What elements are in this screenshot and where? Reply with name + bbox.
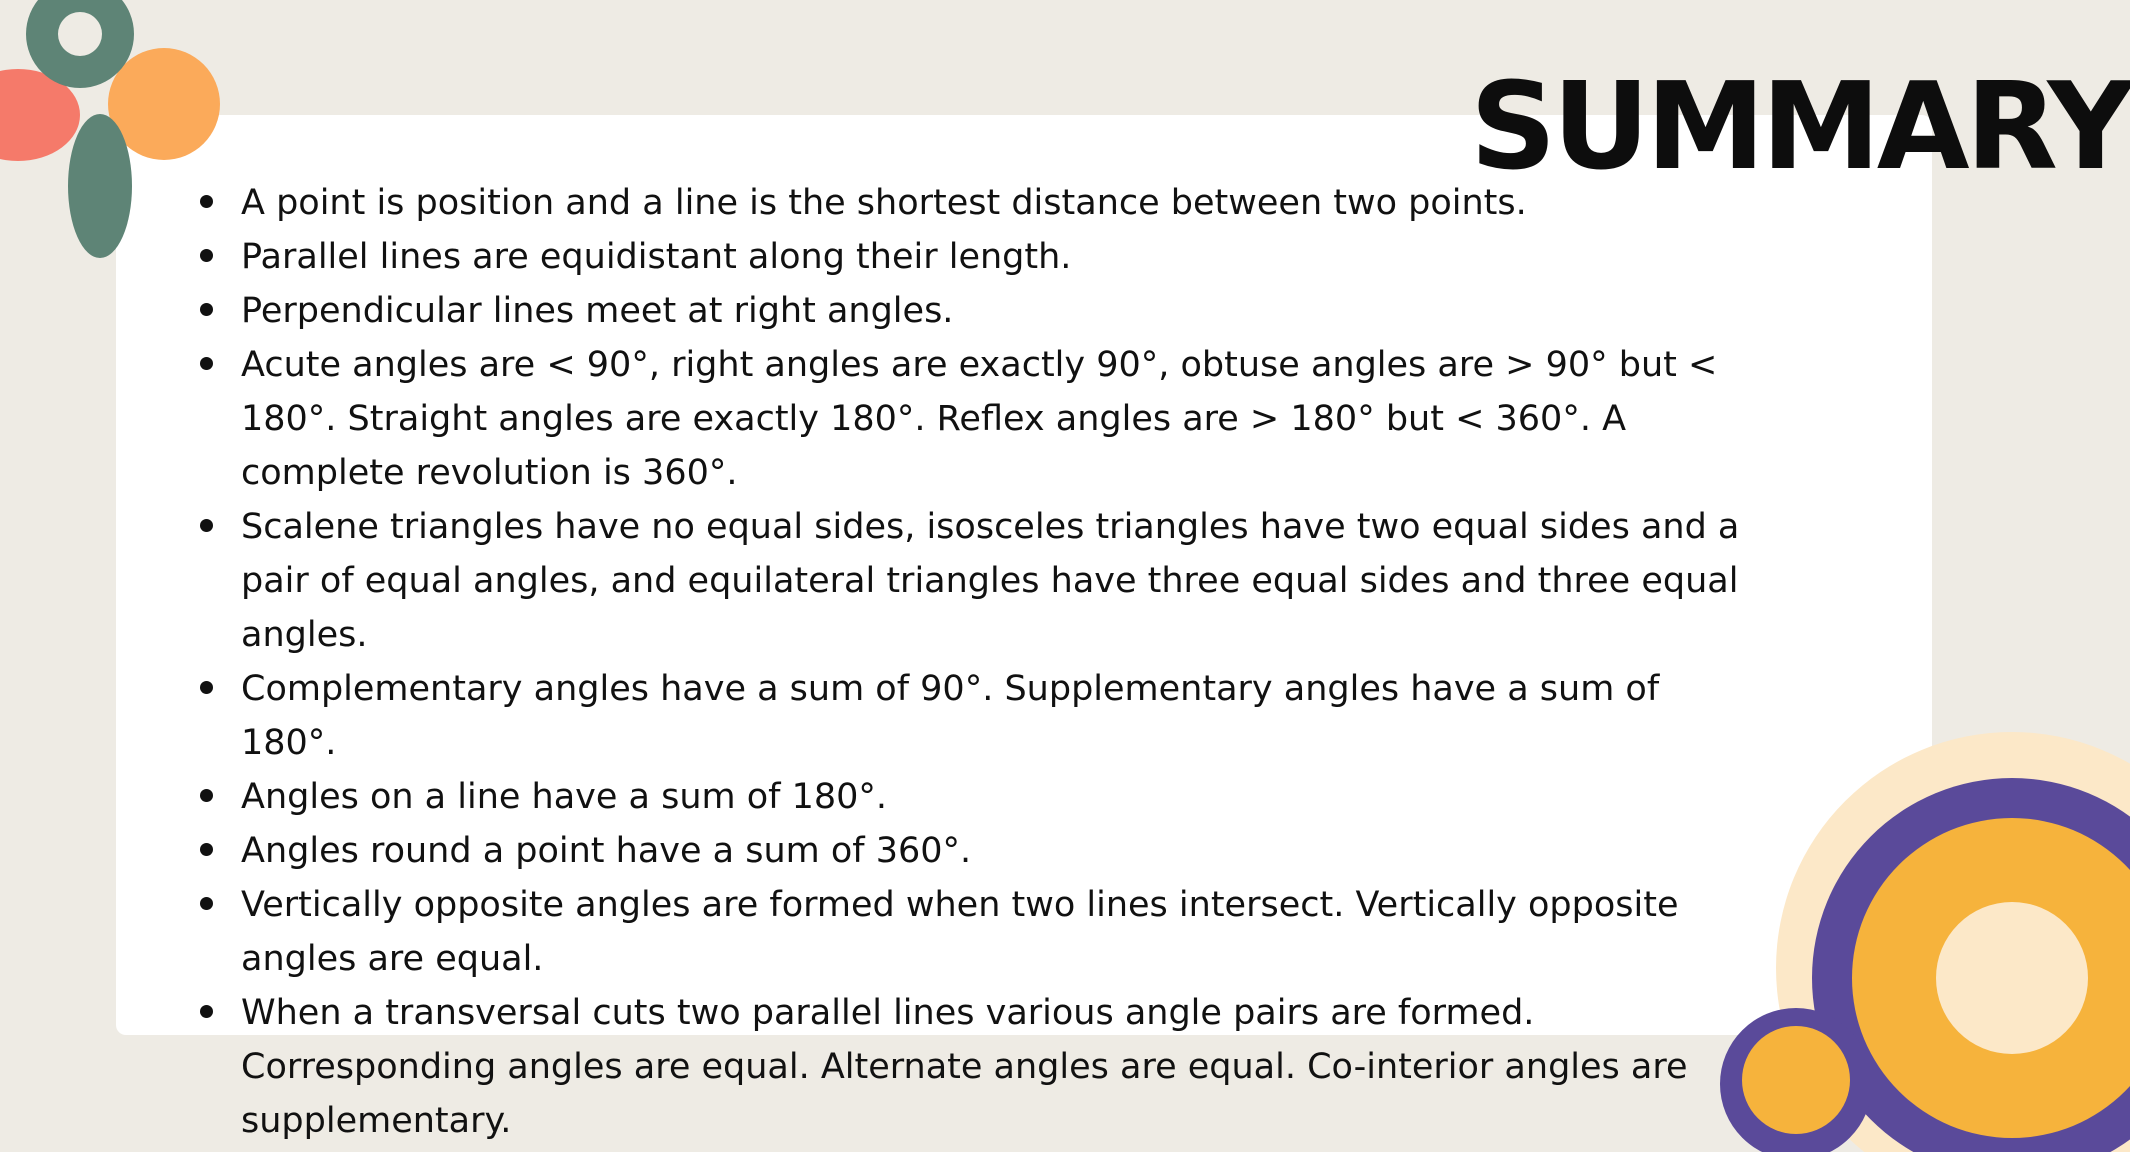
green-ring-shape <box>26 0 134 88</box>
bullet-item: Angles on a line have a sum of 180°. <box>200 770 1740 824</box>
bullet-dot-icon <box>200 843 213 856</box>
bullet-dot-icon <box>200 1005 213 1018</box>
bullet-item: Acute angles are < 90°, right angles are exactly 90°, obtuse angles are > 90° but < 180°. Straight angles are exactly 180°. Reflex angles are > 180° but < 360°. A complete revolution is 360°. <box>200 338 1740 500</box>
bullet-item: Angles round a point have a sum of 360°. <box>200 824 1740 878</box>
bullet-dot-icon <box>200 897 213 910</box>
summary-bullet-list <box>200 176 1740 1148</box>
bullet-dot-icon <box>200 195 213 208</box>
bullet-dot-icon <box>200 519 213 532</box>
bullet-dot-icon <box>200 789 213 802</box>
bullet-item: Parallel lines are equidistant along their length. <box>200 230 1740 284</box>
bullet-dot-icon <box>200 681 213 694</box>
bullet-item: A point is position and a line is the shortest distance between two points. <box>200 176 1740 230</box>
bullet-dot-icon <box>200 303 213 316</box>
bullet-dot-icon <box>200 249 213 262</box>
bullet-item: When a transversal cuts two parallel lines various angle pairs are formed. Corresponding angles are equal. Alternate angles are equal. Co-interior angles are supplementary. <box>200 986 1740 1148</box>
bullet-dot-icon <box>200 357 213 370</box>
bullet-item: Vertically opposite angles are formed when two lines intersect. Vertically opposite angles are equal. <box>200 878 1740 986</box>
yellow-small-circle-shape <box>1742 1026 1850 1134</box>
bullet-item: Scalene triangles have no equal sides, isosceles triangles have two equal sides and a pair of equal angles, and equilateral triangles have three equal sides and three equal angles. <box>200 500 1740 662</box>
ring-hole-shape <box>58 12 102 56</box>
red-petal-shape <box>0 69 80 161</box>
bullet-item: Complementary angles have a sum of 90°. Supplementary angles have a sum of 180°. <box>200 662 1740 770</box>
slide-title: SUMMARY <box>1470 58 2130 197</box>
bullet-item: Perpendicular lines meet at right angles. <box>200 284 1740 338</box>
cream-center-shape <box>1936 902 2088 1054</box>
